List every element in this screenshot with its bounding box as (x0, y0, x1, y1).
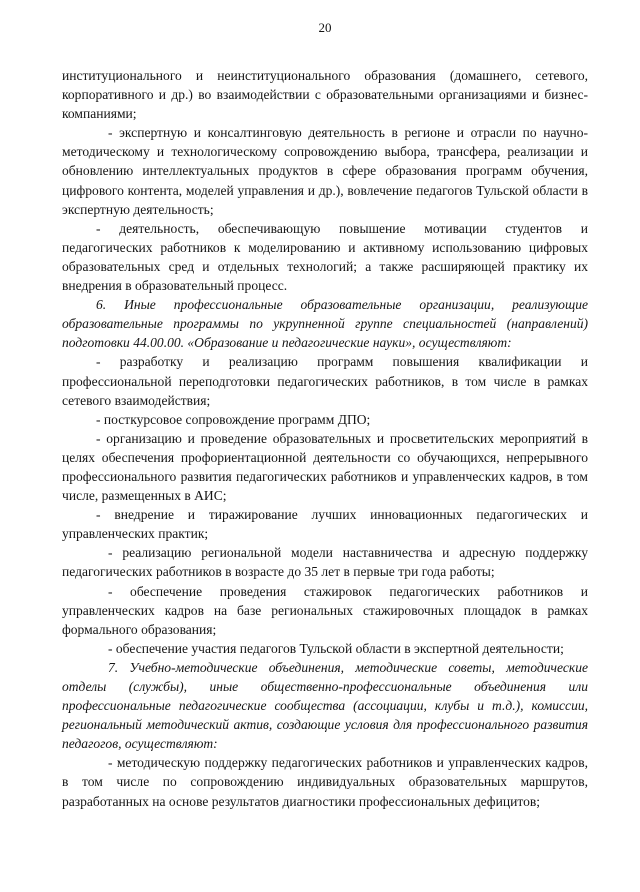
paragraph: институционального и неинституционального образования (домашнего, сетевого, корпоративного и др.) во взаимодействии с образовательными организациями и бизнес-компаниями; (62, 68, 588, 122)
list-item: - посткурсовое сопровождение программ ДПО; (96, 411, 371, 427)
list-item: - реализацию региональной модели наставничества и адресную поддержку педагогических работников в возрасте до 35 лет в первые три года работы; (62, 545, 588, 580)
list-item: - деятельность, обеспечивающую повышение мотивации студентов и педагогических работников к моделированию и активному использованию цифровых образовательных сред и отдельных технологий; а также расширяющей практику их внедрения в образовательный процесс. (62, 220, 588, 294)
list-item: - разработку и реализацию программ повышения квалификации и профессиональной переподготовки педагогических работников, в том числе в рамках сетевого взаимодействия; (62, 354, 588, 408)
section-heading: 7. Учебно-методические объединения, методические советы, методические отделы (службы), иные общественно-профессиональные объединения или профессиональные педагогические сообщества (ассоциации, клубы и т.д.), комиссии, региональный методический актив, создающие условия для профессионального развития педагогов, осуществляют: (62, 659, 588, 752)
list-item: - методическую поддержку педагогических работников и управленческих кадров, в том числе по сопровождению индивидуальных образовательных маршрутов, разработанных на основе результатов диагностики профессиональных дефицитов; (62, 755, 588, 809)
list-item: - обеспечение участия педагогов Тульской области в экспертной деятельности; (108, 640, 564, 656)
document-body (62, 66, 588, 811)
list-item: - организацию и проведение образовательных и просветительских мероприятий в целях обеспечения профориентационной деятельности со обучающихся, непрерывного профессионального развития педагогических работников и управленческих кадров, в том числе, размещенных в АИС; (62, 430, 588, 504)
list-item: - экспертную и консалтинговую деятельность в регионе и отрасли по научно-методическому и технологическому сопровождению выбора, трансфера, реализации и обновлению интеллектуальных продуктов в сфере образования программ обучения, цифрового контента, моделей управления и др.), вовлечение педагогов Тульской области в экспертную деятельность; (62, 125, 588, 217)
section-heading: 6. Иные профессиональные образовательные организации, реализующие образовательные программы по укрупненной группе специальностей (направлений) подготовки 44.00.00. «Образование и педагогические науки», осуществляют: (62, 297, 588, 351)
list-item: - обеспечение проведения стажировок педагогических работников и управленческих кадров на базе региональных стажировочных площадок в рамках формального образования; (62, 583, 588, 637)
list-item: - внедрение и тиражирование лучших инновационных педагогических и управленческих практик; (62, 507, 588, 542)
page-number: 20 (318, 20, 332, 35)
